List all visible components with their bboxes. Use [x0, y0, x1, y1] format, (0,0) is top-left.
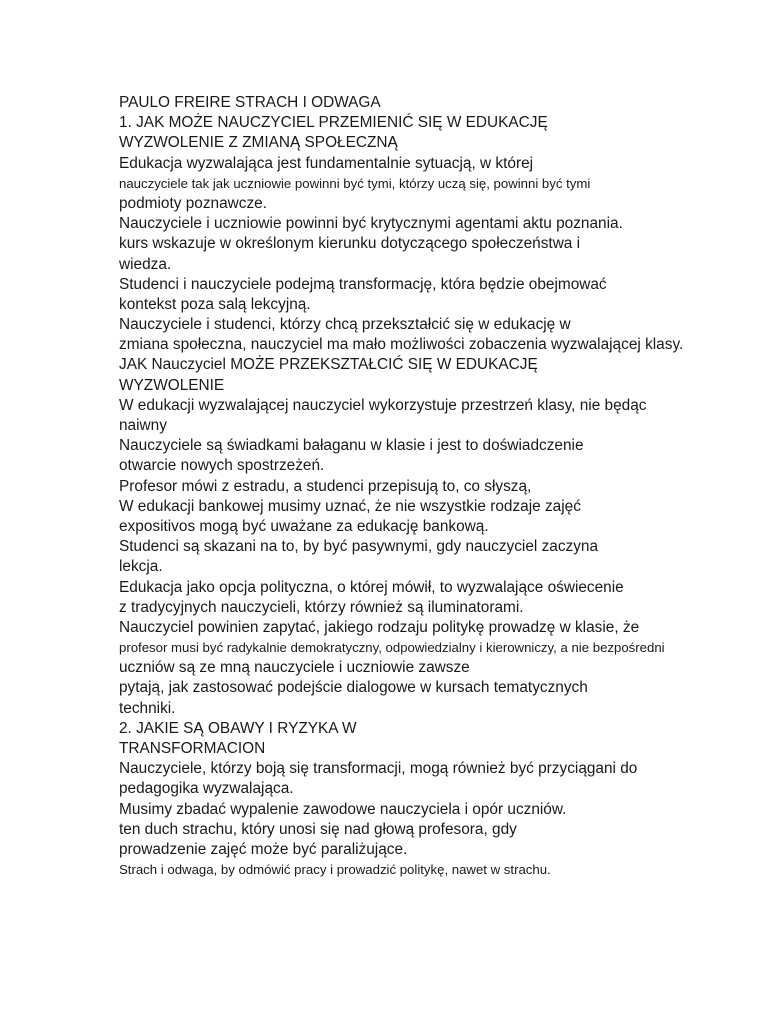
text-line: Edukacja wyzwalająca jest fundamentalnie sytuacją, w której [119, 154, 534, 172]
section-heading: WYZWOLENIE Z ZMIANĄ SPOŁECZNĄ [119, 134, 398, 152]
text-line: Nauczyciele są świadkami bałaganu w klasie i jest to doświadczenie [119, 437, 584, 455]
text-line: Nauczyciele i studenci, którzy chcą przekształcić się w edukację w [119, 316, 571, 334]
text-line: techniki. [119, 699, 176, 717]
text-line: ten duch strachu, który unosi się nad głową profesora, gdy [119, 820, 517, 838]
document-title: PAULO FREIRE STRACH I ODWAGA [119, 94, 381, 111]
text-line: lekcja. [119, 558, 163, 576]
section-heading: 2. JAKIE SĄ OBAWY I RYZYKA W [119, 719, 357, 737]
text-line: otwarcie nowych spostrzeżeń. [119, 457, 325, 475]
document-body [119, 93, 739, 880]
text-line: Musimy zbadać wypalenie zawodowe nauczyciela i opór uczniów. [119, 800, 567, 818]
text-line: Strach i odwaga, by odmówić pracy i prowadzić politykę, nawet w strachu. [119, 862, 551, 878]
text-line: pytają, jak zastosować podejście dialogowe w kursach tematycznych [119, 679, 588, 697]
text-line: Nauczyciele, którzy boją się transformacji, mogą również być przyciągani do [119, 760, 638, 778]
text-line: Profesor mówi z estradu, a studenci przepisują to, co słyszą, [119, 477, 532, 495]
section-heading: TRANSFORMACION [119, 740, 266, 757]
text-line: uczniów są ze mną nauczyciele i uczniowie zawsze [119, 659, 470, 677]
text-line: Nauczyciel powinien zapytać, jakiego rodzaju politykę prowadzę w klasie, że [119, 618, 640, 636]
text-line: expositivos mogą być uważane za edukację bankową. [119, 517, 489, 535]
text-line: W edukacji wyzwalającej nauczyciel wykorzystuje przestrzeń klasy, nie będąc [119, 396, 647, 414]
text-line: wiedza. [119, 255, 172, 273]
text-line: W edukacji bankowej musimy uznać, że nie wszystkie rodzaje zajęć [119, 497, 581, 515]
text-line: kurs wskazuje w określonym kierunku dotyczącego społeczeństwa i [119, 235, 581, 253]
text-line: kontekst poza salą lekcyjną. [119, 295, 311, 313]
text-line: prowadzenie zajęć może być paraliżujące. [119, 840, 408, 858]
text-line: profesor musi być radykalnie demokratyczny, odpowiedzialny i kierowniczy, a nie bezpośredni [119, 640, 665, 656]
text-line: Edukacja jako opcja polityczna, o której mówił, to wyzwalające oświecenie [119, 578, 624, 596]
text-line: z tradycyjnych nauczycieli, którzy również są iluminatorami. [119, 598, 524, 616]
text-line: Nauczyciele i uczniowie powinni być krytycznymi agentami aktu poznania. [119, 215, 623, 233]
text-line: Studenci są skazani na to, by być pasywnymi, gdy nauczyciel zaczyna [119, 538, 599, 556]
text-line: nauczyciele tak jak uczniowie powinni być tymi, którzy uczą się, powinni być tymi [119, 175, 591, 191]
text-line: podmioty poznawcze. [119, 194, 267, 212]
section-heading: 1. JAK MOŻE NAUCZYCIEL PRZEMIENIĆ SIĘ W EDUKACJĘ [119, 114, 548, 132]
text-line: naiwny [119, 417, 167, 434]
text-line: Studenci i nauczyciele podejmą transformację, która będzie obejmować [119, 275, 607, 293]
section-heading: WYZWOLENIE [119, 376, 225, 394]
section-heading: JAK Nauczyciel MOŻE PRZEKSZTAŁCIĆ SIĘ W EDUKACJĘ [119, 356, 538, 374]
text-line: pedagogika wyzwalająca. [119, 780, 294, 798]
text-line: zmiana społeczna, nauczyciel ma mało możliwości zobaczenia wyzwalającej klasy. [119, 336, 684, 354]
